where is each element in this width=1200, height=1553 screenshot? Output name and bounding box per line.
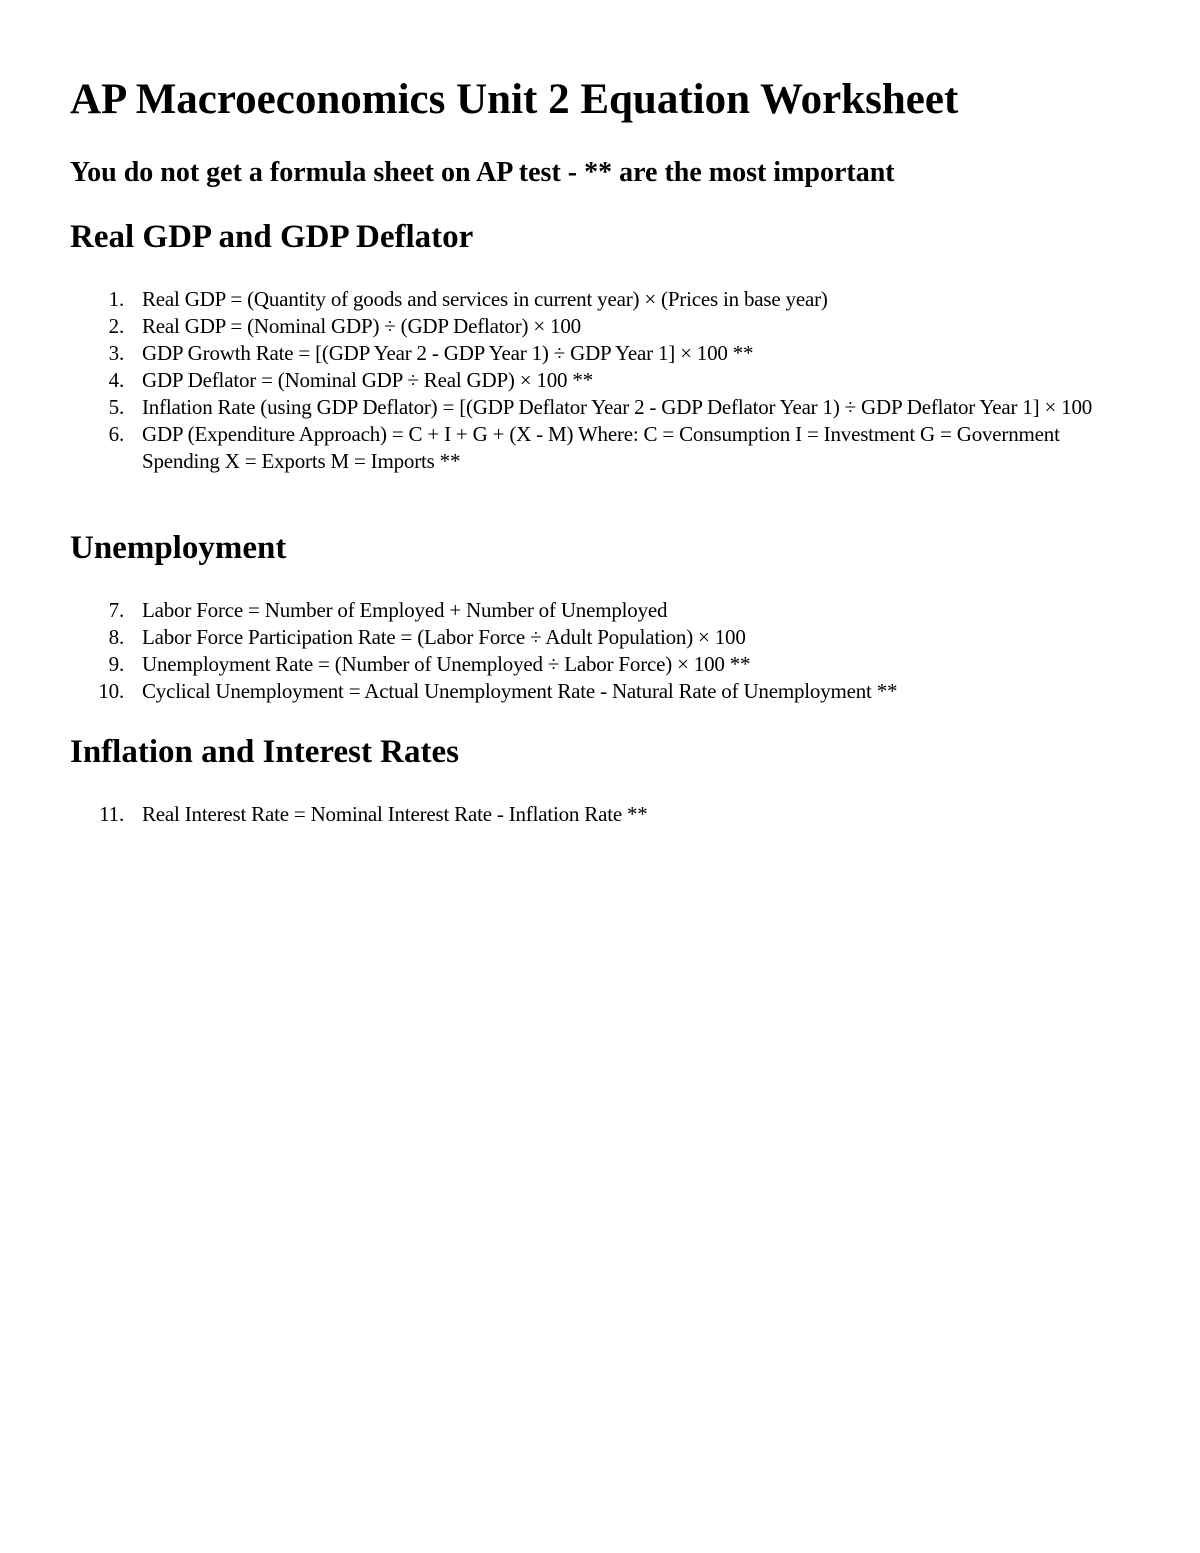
equation-number: 11. xyxy=(99,802,124,826)
equation-item xyxy=(70,367,1130,394)
equation-item xyxy=(70,801,1130,828)
section-heading-inflation-interest: Inflation and Interest Rates xyxy=(70,734,459,770)
equation-item xyxy=(70,313,1130,340)
page-subtitle: You do not get a formula sheet on AP test - ** are the most important xyxy=(70,157,895,188)
equation-list-real-gdp xyxy=(70,286,1130,475)
section-heading-unemployment: Unemployment xyxy=(70,530,287,566)
page-title: AP Macroeconomics Unit 2 Equation Worksheet xyxy=(70,76,959,123)
equation-number: 6. xyxy=(108,422,124,446)
equation-item xyxy=(70,286,1130,313)
equation-item xyxy=(70,678,1130,705)
equation-number: 8. xyxy=(108,625,124,649)
equation-text: GDP Growth Rate = [(GDP Year 2 - GDP Year 1) ÷ GDP Year 1] × 100 ** xyxy=(142,341,754,365)
equation-text: GDP (Expenditure Approach) = C + I + G + (X - M) Where: C = Consumption I = Investment G = Government Spending X = Exports M = Imports ** xyxy=(142,422,1060,473)
equation-number: 9. xyxy=(108,652,124,676)
equation-text: Real Interest Rate = Nominal Interest Rate - Inflation Rate ** xyxy=(142,802,648,826)
equation-item xyxy=(70,421,1130,475)
equation-number: 3. xyxy=(108,341,124,365)
equation-text: GDP Deflator = (Nominal GDP ÷ Real GDP) × 100 ** xyxy=(142,368,594,392)
equation-text: Labor Force Participation Rate = (Labor Force ÷ Adult Population) × 100 xyxy=(142,625,746,649)
equation-number: 5. xyxy=(108,395,124,419)
equation-number: 2. xyxy=(108,314,124,338)
equation-item xyxy=(70,394,1130,421)
equation-text: Labor Force = Number of Employed + Number of Unemployed xyxy=(142,598,668,622)
equation-text: Cyclical Unemployment = Actual Unemployment Rate - Natural Rate of Unemployment ** xyxy=(142,679,898,703)
equation-number: 4. xyxy=(108,368,124,392)
equation-item xyxy=(70,624,1130,651)
equation-number: 10. xyxy=(98,679,124,703)
equation-text: Real GDP = (Quantity of goods and services in current year) × (Prices in base year) xyxy=(142,287,828,311)
equation-item xyxy=(70,651,1130,678)
equation-number: 1. xyxy=(108,287,124,311)
equation-text: Real GDP = (Nominal GDP) ÷ (GDP Deflator) × 100 xyxy=(142,314,581,338)
equation-list-inflation-interest xyxy=(70,801,1130,828)
section-heading-real-gdp: Real GDP and GDP Deflator xyxy=(70,219,474,255)
equation-list-unemployment xyxy=(70,597,1130,705)
equation-number: 7. xyxy=(108,598,124,622)
equation-text: Inflation Rate (using GDP Deflator) = [(GDP Deflator Year 2 - GDP Deflator Year 1) ÷ GDP Deflator Year 1] × 100 xyxy=(142,395,1093,419)
equation-item xyxy=(70,340,1130,367)
equation-item xyxy=(70,597,1130,624)
equation-text: Unemployment Rate = (Number of Unemployed ÷ Labor Force) × 100 ** xyxy=(142,652,751,676)
